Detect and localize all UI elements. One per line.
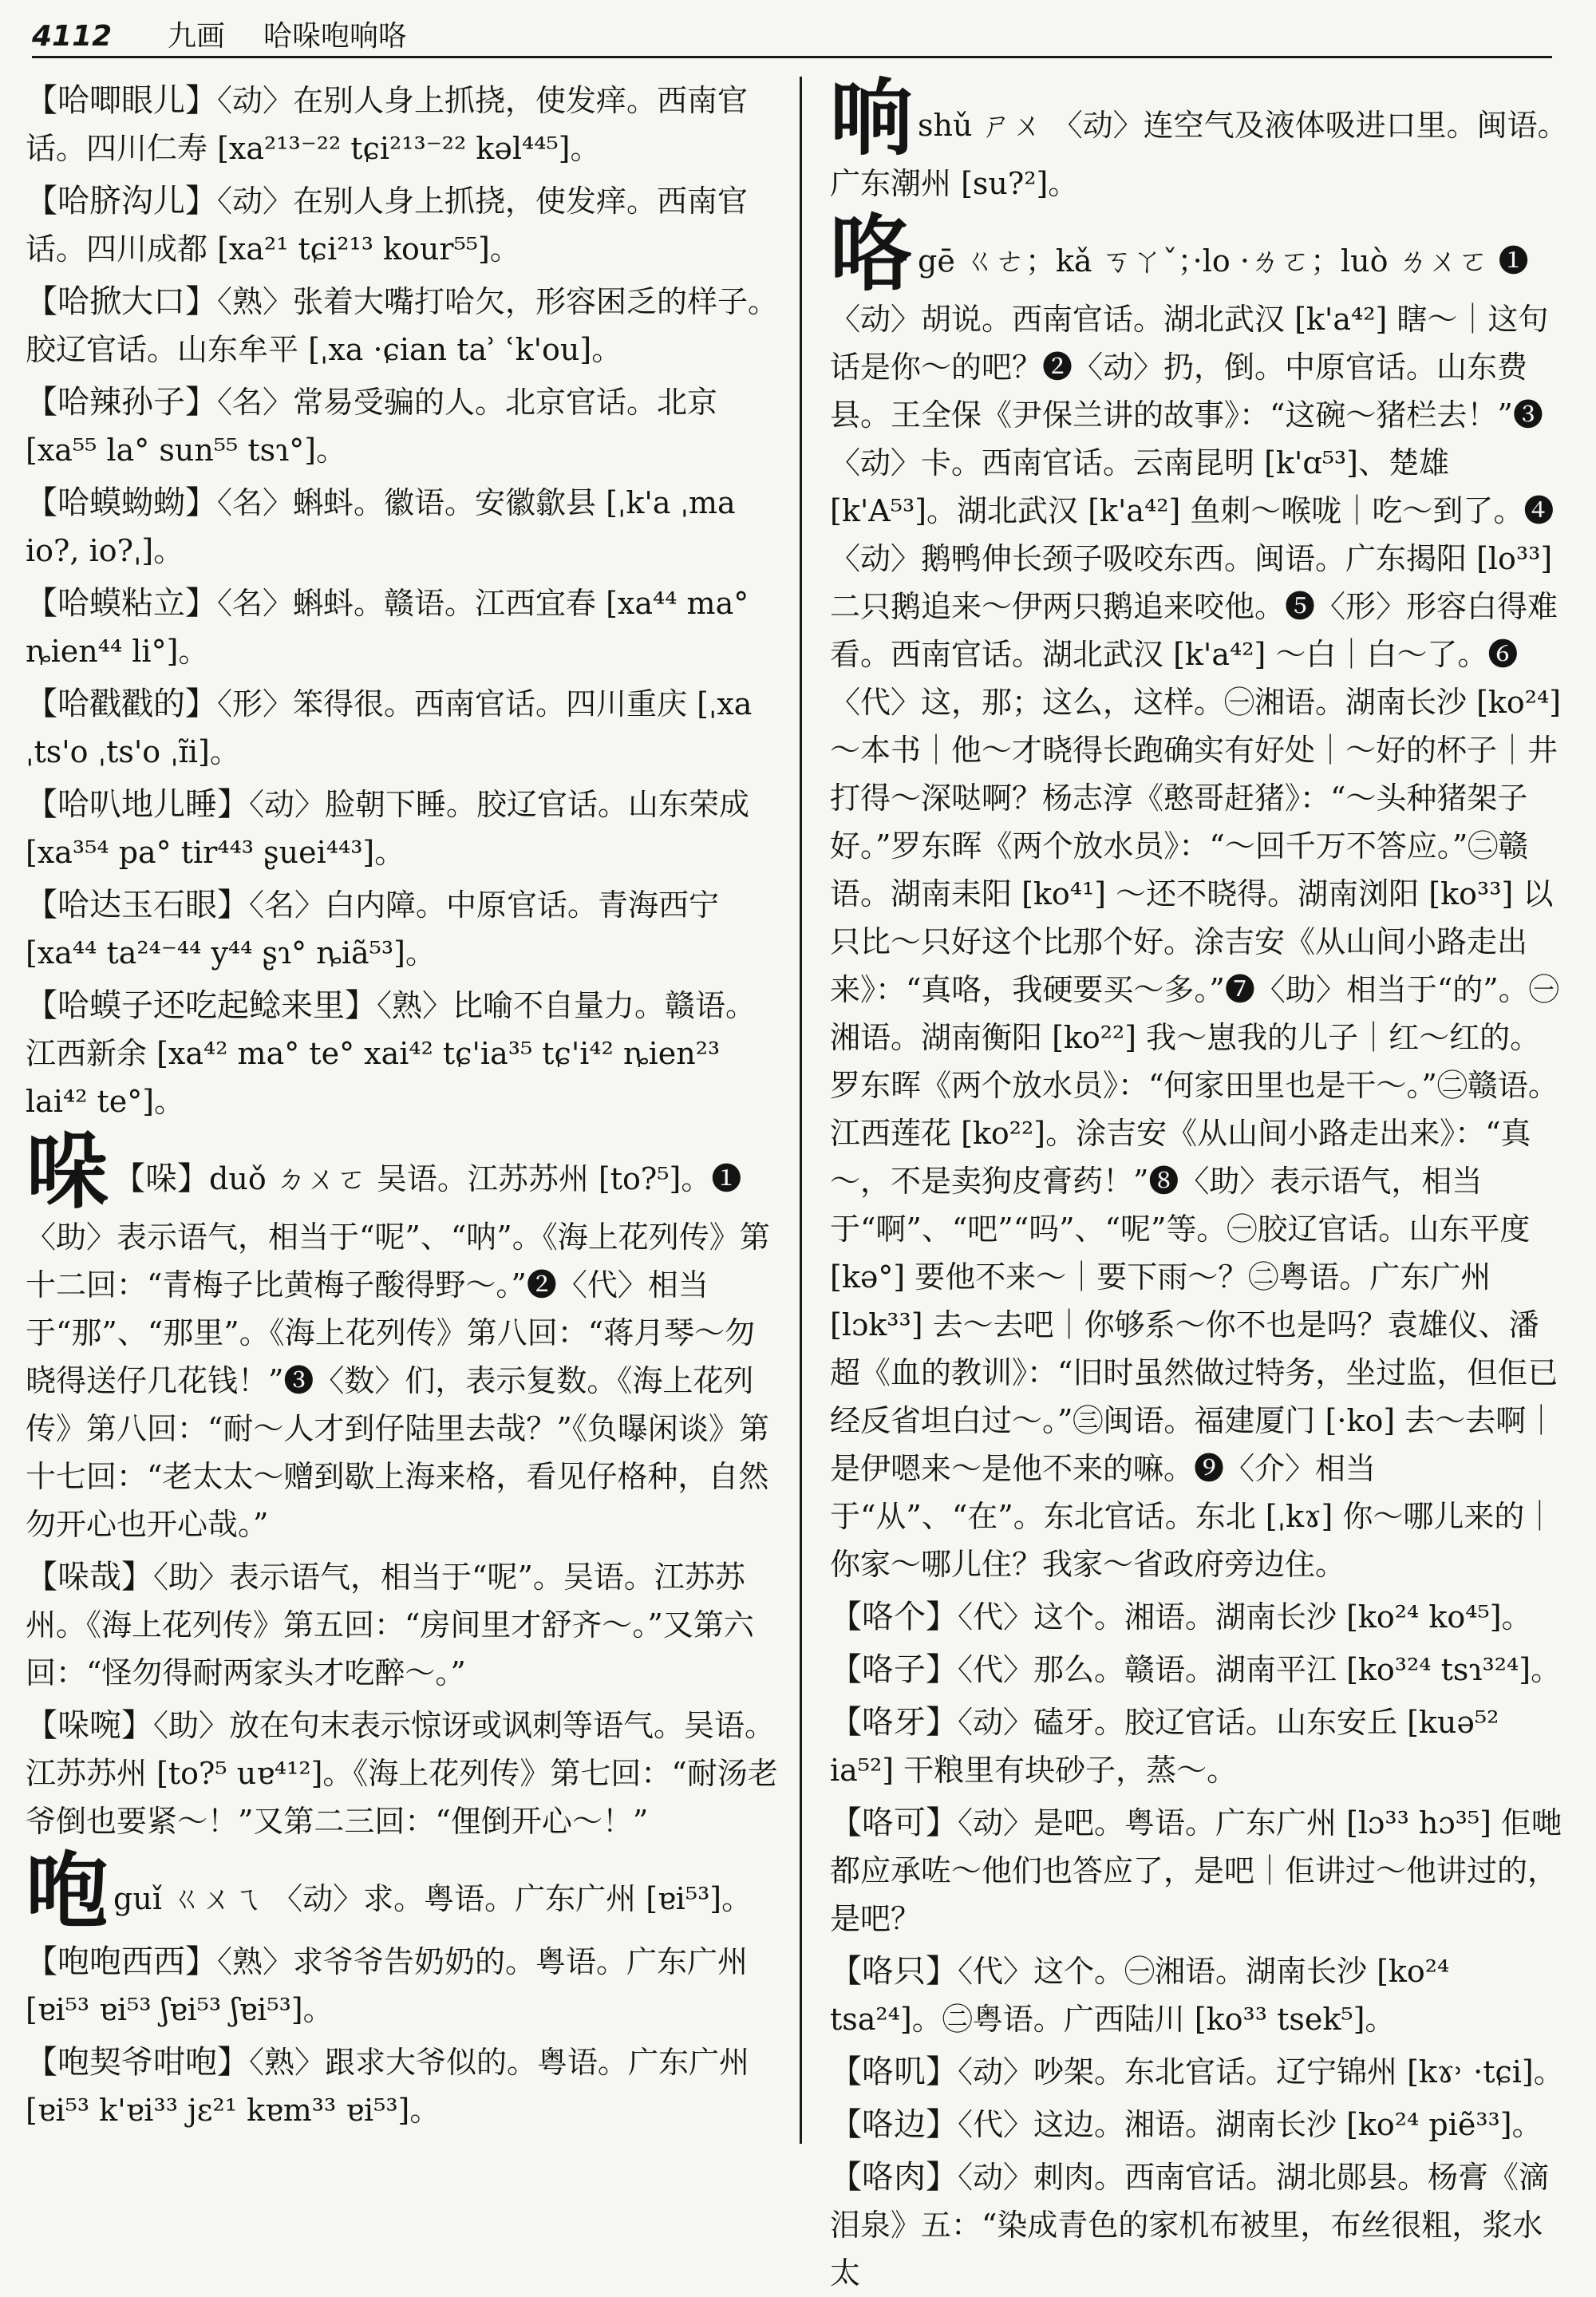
column-divider: [800, 77, 802, 2144]
entry-headword: 【哈叭地儿睡】: [26, 786, 249, 823]
entry: [830, 1698, 1568, 1794]
entry-headword: 【哈蟆粘立】: [26, 585, 217, 622]
entry: [26, 177, 780, 273]
entry-headword: 【咯叽】: [830, 2054, 958, 2090]
entry-headword: 【哚啘】: [26, 1707, 153, 1744]
large-headword: 哚: [26, 1122, 109, 1220]
character-entry: [26, 1122, 780, 1548]
left-column: [26, 77, 780, 2144]
entry: [26, 680, 780, 776]
entry: [26, 1702, 780, 1845]
entry-definition: 〈动〉是吧。粤语。广东广州 [lɔ³³ hɔ³⁵] 佢哋都应承咗～他们也答应了，是吧｜佢讲过～他讲过的，是吧？: [830, 1805, 1562, 1936]
entry-headword: 【咆契爷咁咆】: [26, 2044, 249, 2081]
entry-headword: 【哚】: [113, 1160, 210, 1197]
entry-headword: 【哈唧眼儿】: [26, 82, 217, 119]
entry-definition: 〈熟〉跟求大爷似的。粤语。广东广州 [ɐi⁵³ k'ɐi³³ jɛ²¹ kɐm³³ ɐi⁵³]。: [26, 2045, 750, 2128]
entry: [26, 982, 780, 1125]
entry-headword: 【哈辣孙子】: [26, 384, 217, 421]
entry: [26, 781, 780, 876]
entry-definition: shǔ ㄕㄨ 〈动〉连空气及液体吸进口里。闽语。广东潮州 [su?²]。: [830, 108, 1568, 201]
entry: [26, 77, 780, 172]
entry-definition: 〈名〉白内障。中原官话。青海西宁 [xa⁴⁴ ta²⁴⁻⁴⁴ y⁴⁴ ʂɿ° ȵiã⁵³]。: [26, 888, 720, 971]
large-headword: 咯: [830, 204, 914, 302]
entry-definition: duǒ ㄉㄨㄛ 吴语。江苏苏州 [to?⁵]。❶〈助〉表示语气，相当于“呢”、“呐”。《海上花列传》第十二回：“青梅子比黄梅子酸得野～。”❷〈代〉相当于“那”、“那里”。《海上花列传》第八回：“蒋月琴～勿晓得送仔几花钱！”❸〈数〉们，表示复数。《海上花列传》第八回：“耐～人才到仔陆里去哉？”《负曝闲谈》第十七回：“老太太～赠到歇上海来格，看见仔格种，自然勿开心也开心哉。”: [26, 1161, 770, 1542]
entry-headword: 【哈达玉石眼】: [26, 887, 249, 923]
large-headword: 响: [830, 69, 914, 167]
entry-definition: 〈熟〉求爷爷告奶奶的。粤语。广东广州 [ɐi⁵³ ɐi⁵³ ʃɐi⁵³ ʃɐi⁵³]。: [26, 1944, 749, 2027]
entry: [26, 278, 780, 374]
section-label: 九画: [168, 20, 226, 53]
entry-definition: 〈名〉蝌蚪。徽语。安徽歙县 [ˌk'a ˌma io?, io?ˌ]。: [26, 485, 736, 568]
character-entry: [830, 204, 1568, 1588]
entry-headword: 【咯子】: [830, 1651, 958, 1688]
entry-headword: 【哈掀大口】: [26, 283, 217, 320]
entry-definition: 〈助〉表示语气，相当于“呢”。吴语。江苏苏州。《海上花列传》第五回：“房间里才舒齐～。”又第六回：“怪勿得耐两家头才吃醉～。”: [26, 1560, 754, 1690]
entry-definition: 〈代〉这个。湘语。湖南长沙 [ko²⁴ ko⁴⁵]。: [958, 1599, 1532, 1635]
entry-headword: 【咯只】: [830, 1953, 958, 1990]
entry: [26, 1938, 780, 2034]
entry-headword: 【哈蟆蚴蚴】: [26, 484, 217, 521]
entry: [26, 378, 780, 474]
entry-definition: 〈动〉刺肉。西南官话。湖北郧县。杨膏《滴泪泉》五：“染成青色的家机布被里，布丝很粗，浆水太: [830, 2160, 1550, 2291]
entry-definition: 〈代〉这边。湘语。湖南长沙 [ko²⁴ piẽ³³]。: [958, 2107, 1543, 2142]
entry: [830, 2048, 1568, 2096]
entry: [830, 1646, 1568, 1694]
entry: [830, 1947, 1568, 2043]
entry-headword: 【哈戳戳的】: [26, 686, 217, 722]
entry-definition: guǐ ㄍㄨㄟ 〈动〉求。粤语。广东广州 [ɐi⁵³]。: [113, 1881, 753, 1916]
entry-definition: 〈助〉放在句末表示惊讶或讽刺等语气。吴语。江苏苏州 [to?⁵ uɐ⁴¹²]。《海上花列传》第七回：“耐汤老爷倒也要紧～！”又第二三回：“俚倒开心～！”: [26, 1708, 778, 1839]
entry: [830, 1799, 1568, 1943]
entry-definition: gē ㄍㄜ；kǎ ㄎㄚˇ；·lo ·ㄌㄛ；luò ㄌㄨㄛ ❶〈动〉胡说。西南官话。湖北武汉 [k'a⁴²] 瞎～｜这句话是你～的吧？❷〈动〉扔，倒。中原官话。山东费县。王全保《尹保兰讲的故事》：“这碗～猪栏去！”❸〈动〉卡。西南官话。云南昆明 [k'ɑ⁵³]、楚雄 [k'A⁵³]。湖北武汉 [k'a⁴²] 鱼刺～喉咙｜吃～到了。❹〈动〉鹅鸭伸长颈子吸咬东西。闽语。广东揭阳 [lo³³] 二只鹅追来～伊两只鹅追来咬他。❺〈形〉形容白得难看。西南官话。湖北武汉 [k'a⁴²] ～白｜白～了。❻〈代〉这，那；这么，这样。㊀湘语。湖南长沙 [ko²⁴] ～本书｜他～才晓得长跑确实有好处｜～好的杯子｜井打得～深哒啊？杨志淳《憨哥赶猪》：“～头种猪架子好。”罗东晖《两个放水员》：“～回千万不答应。”㊁赣语。湖南耒阳 [ko⁴¹] ～还不晓得。湖南浏阳 [ko³³] 以只比～只好这个比那个好。涂吉安《从山间小路走出来》：“真咯，我硬要买～多。”❼〈助〉相当于“的”。㊀湘语。湖南衡阳 [ko²²] 我～崽我的儿子｜红～红的。罗东晖《两个放水员》：“何家田里也是干～。”㊁赣语。江西莲花 [ko²²]。涂吉安《从山间小路走出来》：“真～，不是卖狗皮膏药！”❽〈助〉表示语气，相当于“啊”、“吧”“吗”、“呢”等。㊀胶辽官话。山东平度 [kə°] 要他不来～｜要下雨～？㊁粤语。广东广州 [lɔk³³] 去～去吧｜你够系～你不也是吗？袁雄仪、潘超《血的教训》：“旧时虽然做过特务，坐过监，但佢已经反省坦白过～。”㊂闽语。福建厦门 [·ko] 去～去啊｜是伊嗯来～是他不来的嘛。❾〈介〉相当于“从”、“在”。东北官话。东北 [ˌkɤ] 你～哪儿来的｜你家～哪儿住？我家～省政府旁边住。: [830, 243, 1562, 1582]
entry-headword: 【咯牙】: [830, 1704, 958, 1741]
entry: [830, 2101, 1568, 2149]
entry-definition: 〈代〉这个。㊀湘语。湖南长沙 [ko²⁴ tsa²⁴]。㊁粤语。广西陆川 [ko³³ tsek⁵]。: [830, 1954, 1450, 2037]
entry-headword: 【哚哉】: [26, 1559, 153, 1595]
entry-definition: 〈动〉在别人身上抓挠，使发痒。西南官话。四川仁寿 [xa²¹³⁻²² tɕi²¹³⁻²² kəl⁴⁴⁵]。: [26, 83, 749, 166]
right-column: [830, 69, 1568, 2291]
entry-headword: 【哈脐沟儿】: [26, 183, 217, 219]
entry-definition: 〈动〉磕牙。胶辽官话。山东安丘 [kuə⁵² ia⁵²] 干粮里有块砂子，蒸～。: [830, 1705, 1499, 1788]
entry-definition: 〈名〉常易受骗的人。北京官话。北京 [xa⁵⁵ la° sun⁵⁵ tsɿ°]。: [26, 385, 718, 468]
entry-definition: 〈形〉笨得很。西南官话。四川重庆 [ˌxa ˌts'o ˌts'o ˌɪ̃i]。: [26, 686, 753, 769]
entry-definition: 〈熟〉张着大嘴打哈欠，形容困乏的样子。胶辽官话。山东牟平 [ˌxa ·ɕian taʾ ʿk'ou]。: [26, 284, 779, 367]
large-headword: 咆: [26, 1842, 109, 1940]
header-characters: 哈哚咆响咯: [263, 20, 408, 53]
character-entry: [830, 69, 1568, 208]
entry-definition: 〈熟〉比喻不自量力。赣语。江西新余 [xa⁴² ma° te° xai⁴² tɕ'ia³⁵ tɕ'i⁴² ȵien²³ lai⁴² te°]。: [26, 988, 757, 1119]
entry: [830, 2153, 1568, 2297]
entry: [26, 1553, 780, 1697]
entry-headword: 【咯个】: [830, 1599, 958, 1635]
entry: [830, 1593, 1568, 1641]
entry-headword: 【咯边】: [830, 2106, 958, 2143]
entry-headword: 【咆咆西西】: [26, 1943, 217, 1980]
entry: [26, 479, 780, 575]
entry-headword: 【咯肉】: [830, 2159, 958, 2196]
entry-definition: 〈动〉脸朝下睡。胶辽官话。山东荣成 [xa³⁵⁴ pa° tir⁴⁴³ ʂuei⁴⁴³]。: [26, 787, 750, 870]
character-entry: [26, 1842, 780, 1940]
page-header: [32, 14, 1552, 58]
entry: [26, 579, 780, 675]
entry-headword: 【咯可】: [830, 1805, 958, 1841]
entry-definition: 〈名〉蝌蚪。赣语。江西宜春 [xa⁴⁴ ma° ȵien⁴⁴ li°]。: [26, 586, 749, 669]
entry-headword: 【哈蟆子还吃起鲶来里】: [26, 987, 377, 1024]
entry: [26, 2038, 780, 2134]
entry-definition: 〈动〉在别人身上抓挠，使发痒。西南官话。四川成都 [xa²¹ tɕi²¹³ kour⁵⁵]。: [26, 184, 749, 267]
entry-definition: 〈动〉吵架。东北官话。辽宁锦州 [kɤ˒ ·tɕi]。: [958, 2054, 1564, 2089]
entry-definition: 〈代〉那么。赣语。湖南平江 [ko³²⁴ tsɿ³²⁴]。: [958, 1652, 1562, 1687]
entry: [26, 881, 780, 977]
page-number: 4112: [32, 20, 113, 53]
